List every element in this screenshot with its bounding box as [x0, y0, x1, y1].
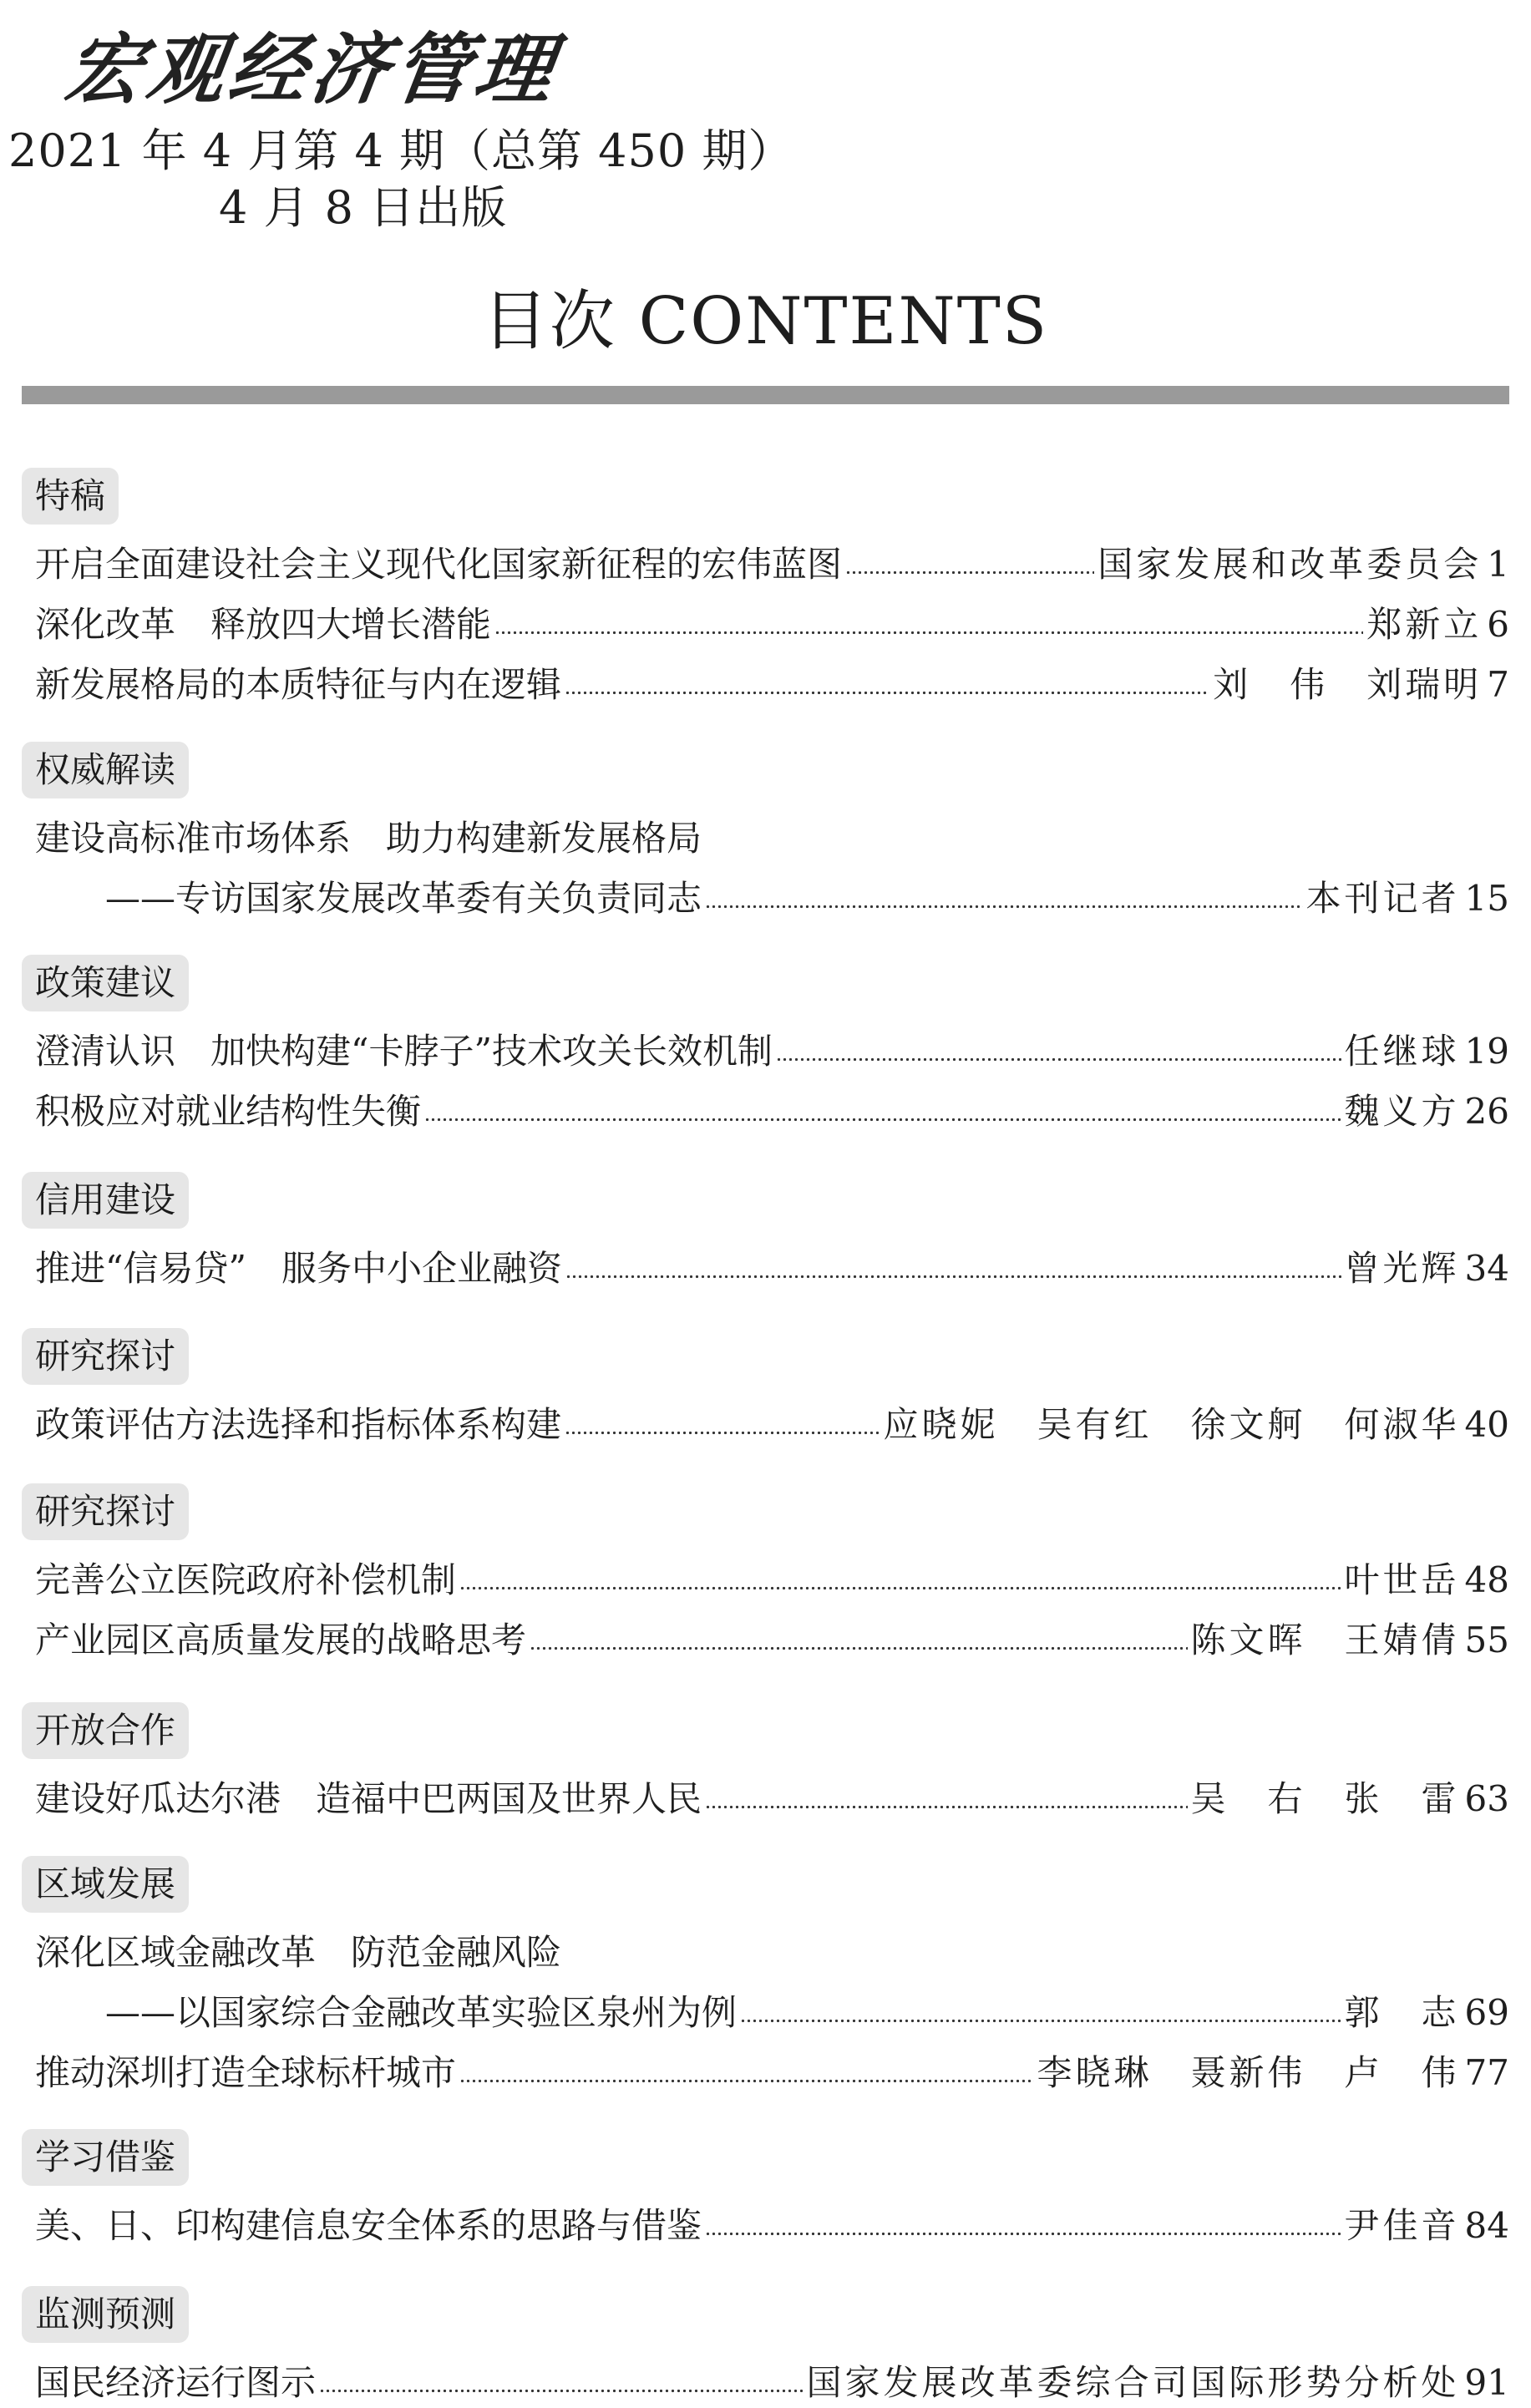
article-title: 产业园区高质量发展的战略思考	[35, 1620, 527, 1660]
toc-entry	[35, 1555, 1509, 1605]
page-number: 1	[1487, 544, 1509, 585]
article-author: 郑新立	[1366, 604, 1483, 645]
article-author: 刘 伟 刘瑞明	[1213, 664, 1483, 705]
dot-leader	[459, 2075, 1034, 2086]
article-title: 建设好瓜达尔港 造福中巴两国及世界人民	[35, 1778, 702, 1819]
journal-masthead: 宏观经济管理	[59, 24, 564, 114]
dot-leader	[565, 687, 1209, 698]
article-title: 新发展格局的本质特征与内在逻辑	[35, 664, 562, 705]
article-author: 国家发展和改革委员会	[1098, 544, 1483, 585]
section-tag: 特稿	[22, 468, 119, 525]
toc-entry	[35, 2048, 1509, 2098]
dot-leader	[705, 2228, 1341, 2239]
toc-entry	[35, 1244, 1509, 1294]
section-tag: 学习借鉴	[22, 2129, 189, 2186]
section-tag: 研究探讨	[22, 1483, 189, 1540]
toc-entry	[35, 1400, 1509, 1450]
article-title: 完善公立医院政府补偿机制	[35, 1559, 457, 1600]
toc-entry	[105, 874, 1509, 924]
toc-entry	[35, 1087, 1509, 1137]
issue-number: 2021 年 4 月第 4 期（总第 450 期）	[8, 124, 794, 177]
toc-entry	[35, 1774, 1509, 1824]
page-number: 48	[1464, 1559, 1509, 1600]
page-number: 26	[1464, 1091, 1509, 1132]
article-author: 尹佳音	[1344, 2205, 1460, 2246]
toc-entry	[35, 600, 1509, 650]
article-author: 吴 右 张 雷	[1190, 1778, 1460, 1819]
section-tag: 研究探讨	[22, 1328, 189, 1385]
article-title: 深化改革 释放四大增长潜能	[35, 604, 492, 645]
page-number: 69	[1464, 1992, 1509, 2033]
page-number: 7	[1487, 664, 1509, 705]
article-title: 美、日、印构建信息安全体系的思路与借鉴	[35, 2205, 702, 2246]
toc-entry	[35, 1027, 1509, 1077]
dot-leader	[530, 1642, 1188, 1654]
dot-leader	[319, 2385, 804, 2396]
dot-leader	[424, 1113, 1341, 1125]
article-author: 曾光辉	[1344, 1248, 1460, 1289]
toc-entry	[35, 2358, 1509, 2408]
article-title: 开启全面建设社会主义现代化国家新征程的宏伟蓝图	[35, 544, 843, 585]
page-number: 40	[1464, 1404, 1509, 1445]
page-number: 63	[1464, 1778, 1509, 1819]
dot-leader	[494, 626, 1363, 638]
dot-leader	[705, 900, 1303, 912]
article-author: 应晓妮 吴有红 徐文舸 何淑华	[883, 1404, 1460, 1445]
contents-heading: 目次 CONTENTS	[482, 284, 1049, 359]
toc-entry	[105, 1988, 1509, 2038]
article-title: 深化区域金融改革 防范金融风险	[35, 1932, 562, 1973]
article-author: 郭 志	[1344, 1992, 1460, 2033]
page-number: 34	[1464, 1248, 1509, 1289]
page-number: 77	[1464, 2052, 1509, 2093]
page-number: 55	[1464, 1620, 1509, 1660]
dot-leader	[565, 1427, 880, 1438]
article-title: 积极应对就业结构性失衡	[35, 1091, 422, 1132]
article-author: 魏义方	[1344, 1091, 1460, 1132]
section-tag: 开放合作	[22, 1702, 189, 1759]
toc-entry	[35, 1615, 1509, 1665]
toc-entry	[35, 660, 1509, 710]
dot-leader	[776, 1053, 1341, 1065]
dot-leader	[845, 566, 1094, 578]
toc-entry	[35, 540, 1509, 590]
section-tag: 区域发展	[22, 1856, 189, 1913]
article-title: 政策评估方法选择和指标体系构建	[35, 1404, 562, 1445]
dot-leader	[459, 1582, 1341, 1594]
article-author: 本刊记者	[1305, 878, 1460, 919]
article-author: 叶世岳	[1344, 1559, 1460, 1600]
publish-date: 4 月 8 日出版	[219, 181, 508, 234]
article-author: 国家发展改革委综合司国际形势分析处	[806, 2362, 1460, 2403]
section-tag: 监测预测	[22, 2286, 189, 2343]
article-title: 推动深圳打造全球标杆城市	[35, 2052, 457, 2093]
article-title: 建设高标准市场体系 助力构建新发展格局	[35, 818, 702, 859]
article-subtitle: ——专访国家发展改革委有关负责同志	[105, 878, 702, 919]
dot-leader	[565, 1270, 1341, 1282]
article-author: 任继球	[1344, 1031, 1460, 1072]
article-author: 陈文晖 王婧倩	[1190, 1620, 1460, 1660]
dot-leader	[705, 1801, 1188, 1812]
article-title: 推进“信易贷” 服务中小企业融资	[35, 1248, 562, 1289]
page-number: 91	[1464, 2362, 1509, 2403]
toc-entry	[35, 2201, 1509, 2251]
page-number: 6	[1487, 604, 1509, 645]
section-tag: 政策建议	[22, 955, 189, 1011]
section-tag: 信用建设	[22, 1172, 189, 1229]
page-number: 15	[1464, 878, 1509, 919]
dot-leader	[740, 2015, 1341, 2026]
article-title: 澄清认识 加快构建“卡脖子”技术攻关长效机制	[35, 1031, 773, 1072]
article-author: 李晓琳 聂新伟 卢 伟	[1037, 2052, 1460, 2093]
article-title: 国民经济运行图示	[35, 2362, 317, 2403]
page-number: 19	[1464, 1031, 1509, 1072]
article-subtitle: ——以国家综合金融改革实验区泉州为例	[105, 1992, 738, 2033]
page-number: 84	[1464, 2205, 1509, 2246]
section-tag: 权威解读	[22, 742, 189, 798]
